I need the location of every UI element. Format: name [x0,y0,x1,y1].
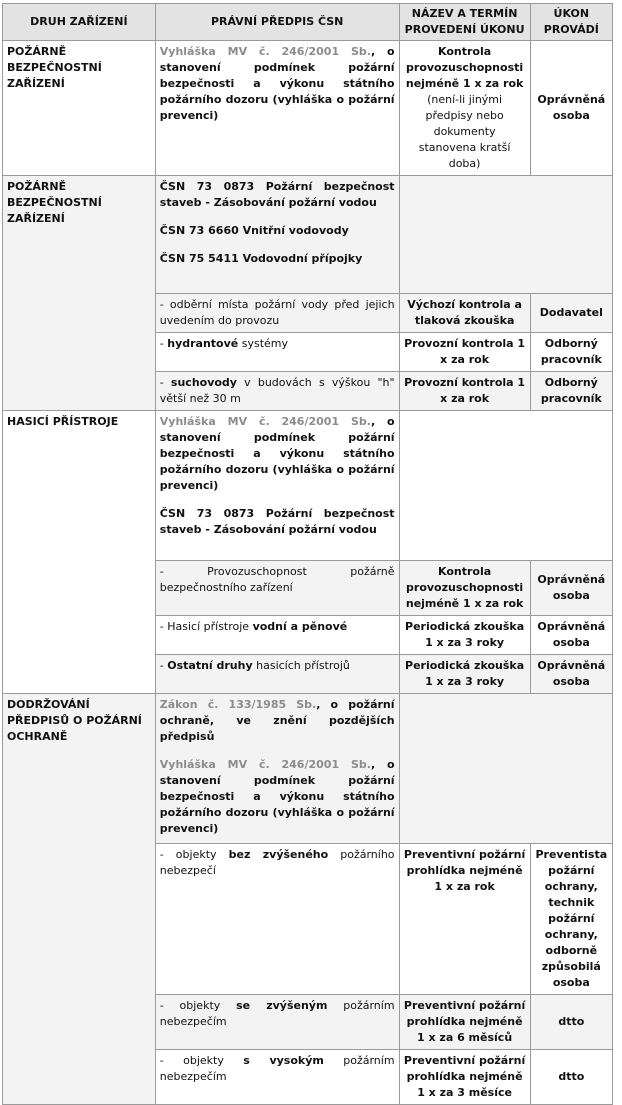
subitem-text: hasicích přístrojů [252,659,350,672]
section-title: POŽÁRNĚ BEZPEČNOSTNÍ ZAŘÍZENÍ [3,176,156,411]
fire-safety-table [2,3,613,1105]
performer-cell: Preventista požární ochrany, technik požární ochrany, odborně způsobilá osoba [530,844,612,995]
subitem-text: požárním nebezpečím [159,1054,395,1083]
subitem-bold: bez zvýšeného [228,848,329,861]
subitem-cell [155,333,399,372]
term-cell: Kontrola provozuschopnosti nejméně 1 x za rok [399,561,530,616]
subitem-text: - [159,659,168,672]
term-cell: Provozní kontrola 1 x za rok [399,372,530,411]
subitem-text: - objekty [159,999,237,1012]
performer-cell: Oprávněná osoba [530,616,612,655]
subitem-cell: - Provozuschopnost požárně bezpečnostního zařízení [155,561,399,616]
subitem-text: v budovách s výškou "h" větší než 30 m [159,376,395,405]
law-text: , o požární ochraně, ve znění pozdějších předpisů [159,698,395,743]
term-cell [399,41,530,176]
subitem-cell [155,616,399,655]
performer-cell: dtto [530,995,612,1050]
header-druh: DRUH ZAŘÍZENÍ [3,4,156,41]
term-cell: Provozní kontrola 1 x za rok [399,333,530,372]
subitem-text: požárního nebezpečí [159,848,395,877]
law-cell [155,694,399,844]
performer-cell: Oprávněná osoba [530,41,612,176]
subitem-text: - objekty [159,848,229,861]
subitem-bold: vodní a pěnové [252,620,348,633]
law-text: , o stanovení podmínek požární bezpečnosti a výkonu státního požárního dozoru (vyhláška o požární prevenci) [159,415,395,492]
law-reference: Vyhláška MV č. 246/2001 Sb. [159,758,371,771]
law-text: , o stanovení podmínek požární bezpečnosti a výkonu státního požárního dozoru (vyhláška o požární prevenci) [159,45,395,122]
law-text: ČSN 73 6660 Vnitřní vodovody [159,224,349,237]
subitem-cell [155,844,399,995]
term-cell: Preventivní požární prohlídka nejméně 1 x za 3 měsíce [399,1050,530,1105]
subitem-text: - [159,337,168,350]
subitem-bold: se zvýšeným [236,999,328,1012]
performer-cell: Dodavatel [530,294,612,333]
term-cell: Výchozí kontrola a tlaková zkouška [399,294,530,333]
term-cell: Periodická zkouška 1 x za 3 roky [399,616,530,655]
subitem-cell [155,372,399,411]
term-cell: Periodická zkouška 1 x za 3 roky [399,655,530,694]
law-reference: Vyhláška MV č. 246/2001 Sb. [159,45,371,58]
subitem-bold: suchovody [170,376,237,389]
section-title: HASICÍ PŘÍSTROJE [3,411,156,694]
table-row [3,176,613,294]
law-text: ČSN 73 0873 Požární bezpečnost staveb - Zásobování požární vodou [159,507,395,536]
subitem-bold: hydrantové [167,337,239,350]
subitem-cell [155,995,399,1050]
term-text: Kontrola provozuschopnosti nejméně 1 x za rok [405,45,524,90]
term-cell: Preventivní požární prohlídka nejméně 1 x za rok [399,844,530,995]
subitem-bold: s vysokým [243,1054,324,1067]
empty-cell [399,176,612,294]
performer-cell: Oprávněná osoba [530,655,612,694]
subitem-cell: - odběrní místa požární vody před jejich uvedením do provozu [155,294,399,333]
subitem-text: systémy [238,337,289,350]
table-row [3,694,613,844]
law-reference: Vyhláška MV č. 246/2001 Sb. [159,415,371,428]
law-cell [155,41,399,176]
subitem-text: - Hasicí přístroje [159,620,253,633]
empty-cell [399,411,612,561]
header-predpis: PRÁVNÍ PŘEDPIS ČSN [155,4,399,41]
law-text: ČSN 75 5411 Vodovodní přípojky [159,252,363,265]
performer-cell: Odborný pracovník [530,372,612,411]
performer-cell: Oprávněná osoba [530,561,612,616]
law-text: , o stanovení podmínek požární bezpečnosti a výkonu státního požárního dozoru (vyhláška o požární prevenci) [159,758,395,835]
law-cell [155,411,399,561]
subitem-text: - objekty [159,1054,244,1067]
term-note: (není-li jinými předpisy nebo dokumenty stanovena kratší doba) [418,93,511,170]
subitem-text: - [159,376,171,389]
subitem-bold: Ostatní druhy [167,659,253,672]
performer-cell: dtto [530,1050,612,1105]
subitem-text: požárním nebezpečím [159,999,395,1028]
section-title: POŽÁRNĚ BEZPEČNOSTNÍ ZAŘÍZENÍ [3,41,156,176]
header-row [3,4,613,41]
table-row [3,411,613,561]
subitem-cell [155,655,399,694]
law-cell [155,176,399,294]
subitem-cell [155,1050,399,1105]
table-row [3,41,613,176]
performer-cell: Odborný pracovník [530,333,612,372]
empty-cell [399,694,612,844]
term-cell: Preventivní požární prohlídka nejméně 1 x za 6 měsíců [399,995,530,1050]
section-title: DODRŽOVÁNÍ PŘEDPISŮ O POŽÁRNÍ OCHRANĚ [3,694,156,1105]
law-text: ČSN 73 0873 Požární bezpečnost staveb - Zásobování požární vodou [159,180,395,209]
header-nazev: NÁZEV A TERMÍN PROVEDENÍ ÚKONU [399,4,530,41]
header-ukon: ÚKON PROVÁDÍ [530,4,612,41]
law-reference: Zákon č. 133/1985 Sb. [159,698,317,711]
